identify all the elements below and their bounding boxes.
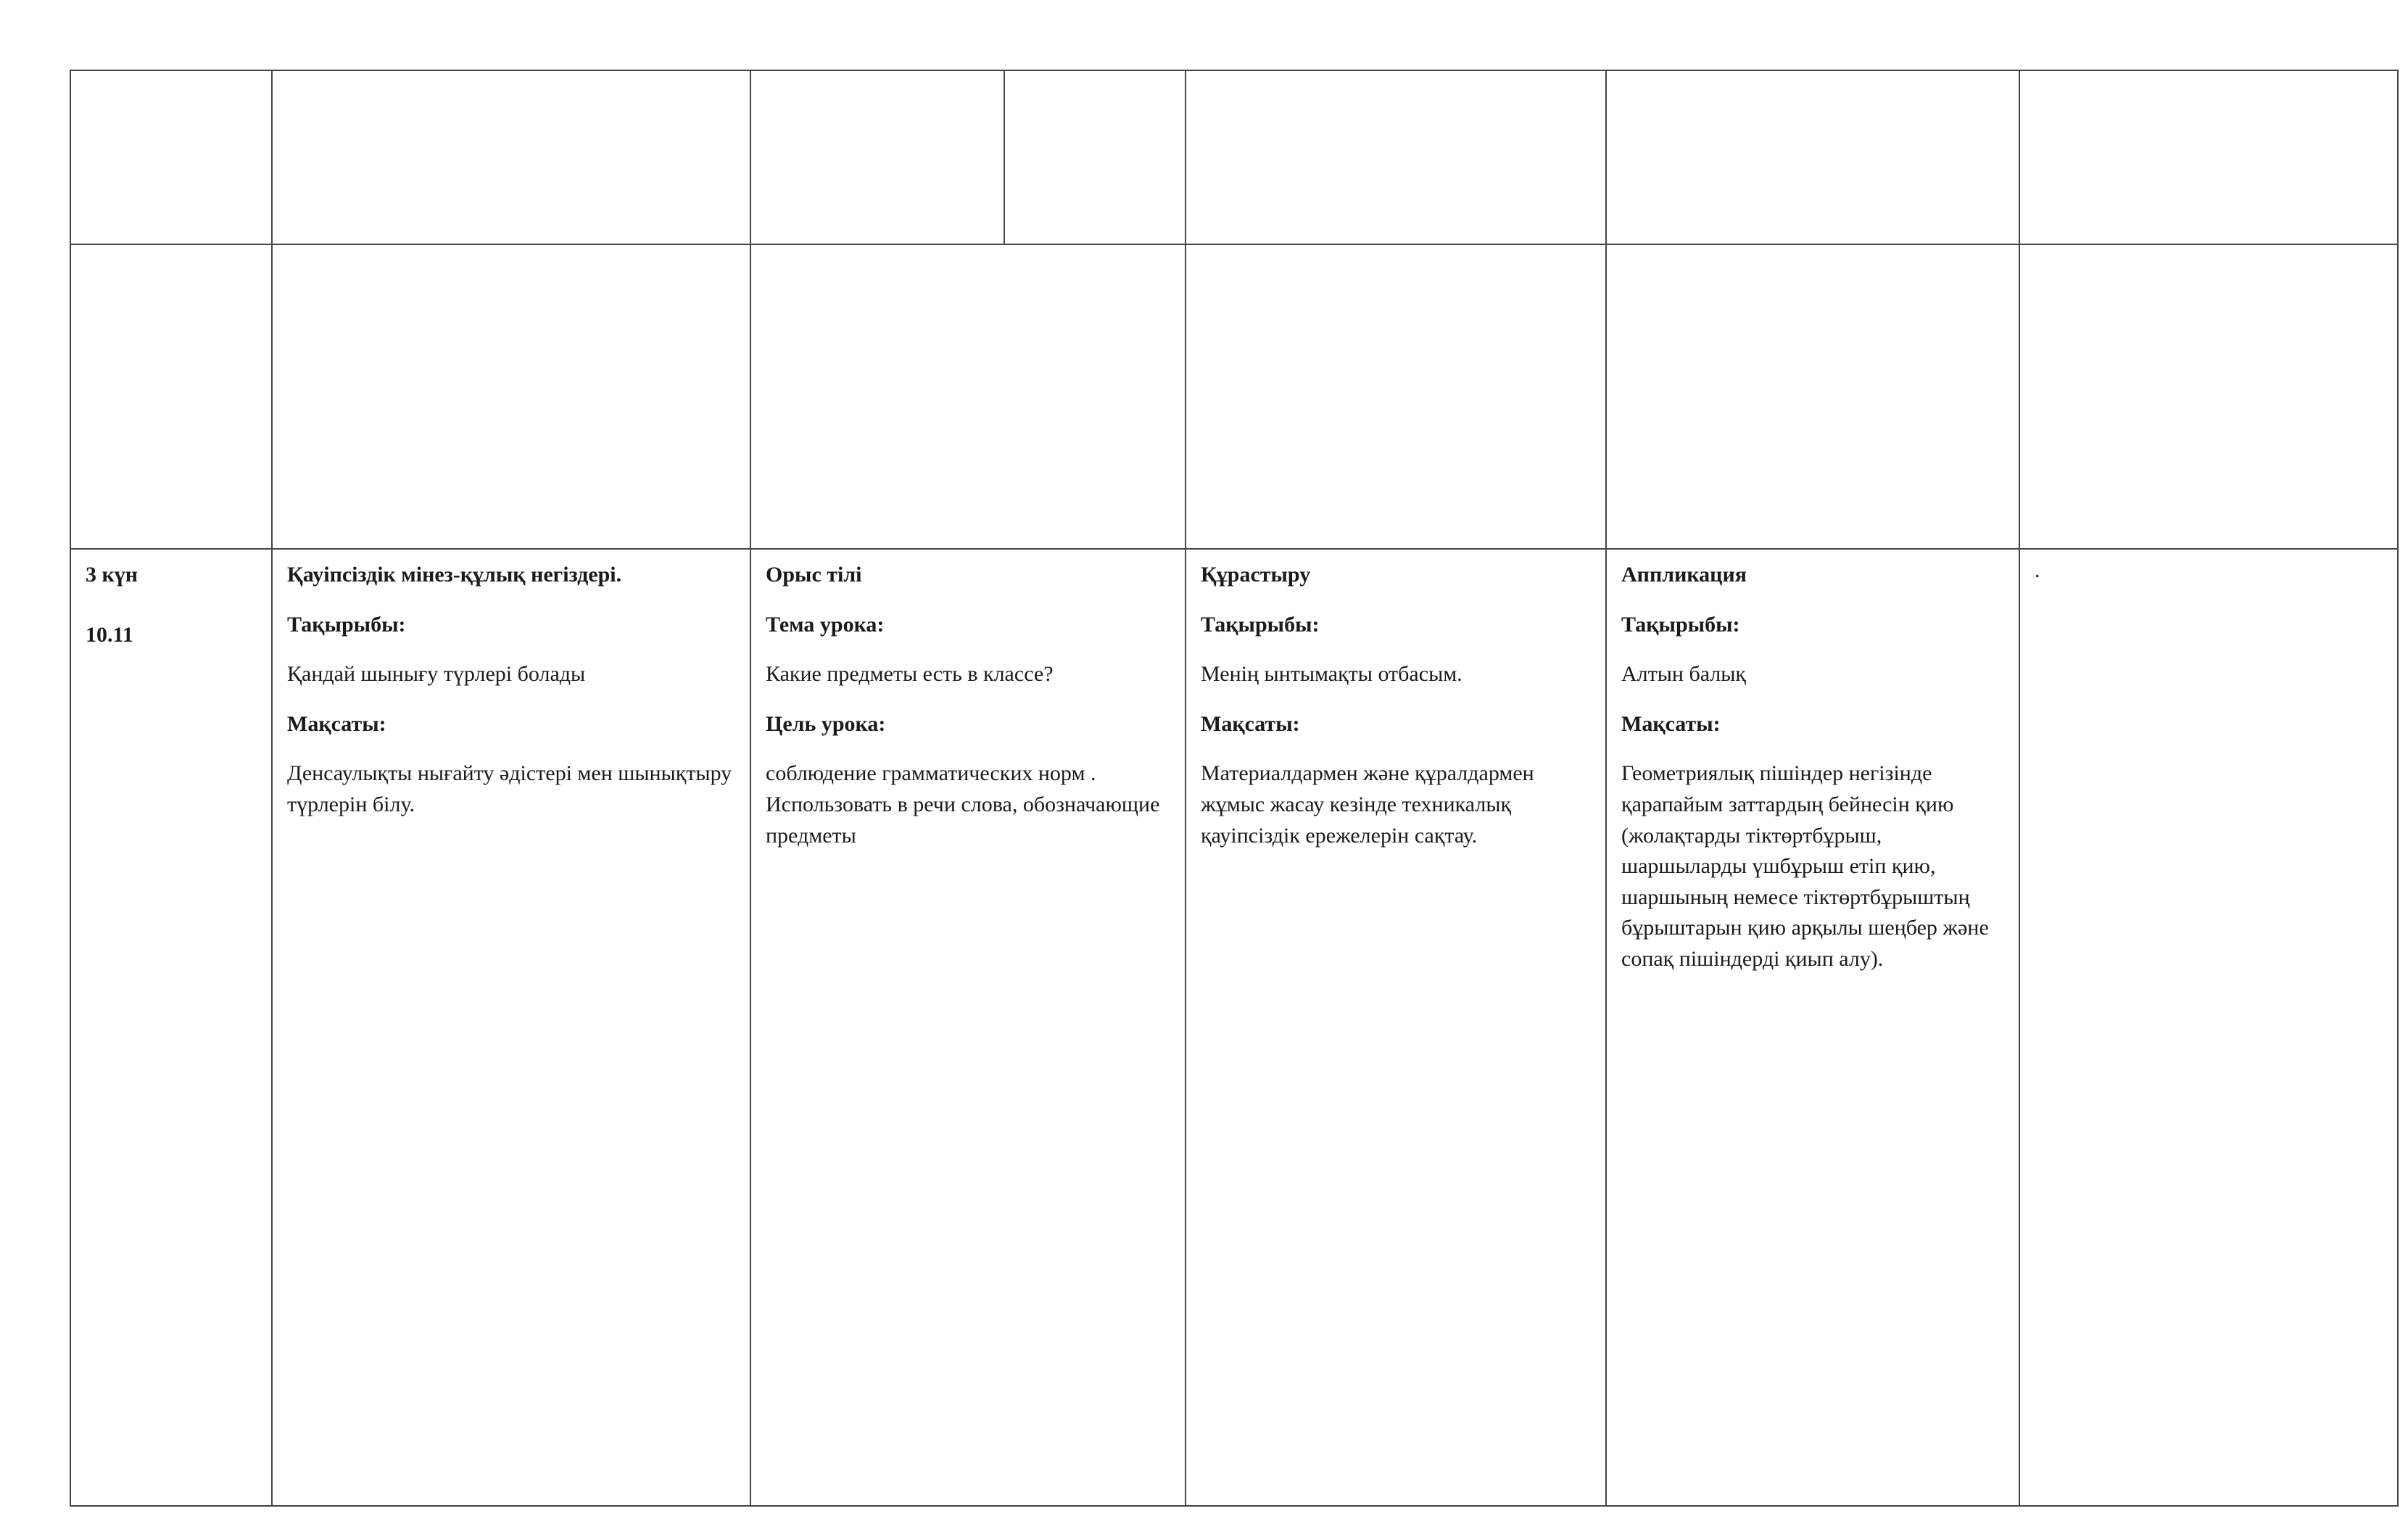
cell-empty-day-2	[70, 244, 272, 549]
application-topic-label: Тақырыбы:	[1621, 612, 1740, 637]
cell-russian	[750, 549, 1186, 1506]
cell-safety	[272, 549, 750, 1506]
safety-goal-label: Мақсаты:	[287, 711, 386, 736]
safety-goal-text: Денсаулықты нығайту әдістері мен шынықтыру түрлерін білу.	[287, 761, 732, 816]
cell-empty-last-2	[2019, 244, 2398, 549]
cell-empty-russian-merged	[750, 244, 1186, 549]
cell-empty-construct-2	[1186, 244, 1606, 549]
construct-goal-label: Мақсаты:	[1201, 711, 1300, 736]
construct-topic-text: Менің ынтымақты отбасым.	[1201, 662, 1462, 687]
cell-last	[2019, 549, 2398, 1506]
cell-application	[1606, 549, 2019, 1506]
cell-empty-russian-a	[750, 70, 1004, 244]
day-date: 10.11	[86, 622, 133, 647]
construct-subject: Құрастыру	[1201, 563, 1311, 587]
construct-goal-text: Материалдармен және құралдармен жұмыс жасау кезінде техникалық қауіпсіздік ережелерін сақтау.	[1201, 761, 1534, 848]
cell-empty-application-2	[1606, 244, 2019, 549]
application-subject: Аппликация	[1621, 563, 1747, 587]
russian-goal-label: Цель урока:	[766, 711, 886, 736]
table-row	[70, 549, 2398, 1506]
russian-subject: Орыс тілі	[766, 563, 862, 587]
cell-empty-russian-b	[1004, 70, 1186, 244]
table-row	[70, 244, 2398, 549]
safety-subject: Қауіпсіздік мінез-құлық негіздері.	[287, 563, 622, 587]
cell-empty-day	[70, 70, 272, 244]
lesson-plan-table	[70, 70, 2399, 1507]
day-label: 3 күн	[86, 563, 138, 587]
cell-empty-last	[2019, 70, 2398, 244]
russian-topic-label: Тема урока:	[766, 612, 885, 637]
application-goal-text: Геометриялық пішіндер негізінде қарапайым заттардың бейнесін қию (жолақтарды тіктөртбұрыш, шаршыларды үшбұрыш етіп қию, шаршының немесе тіктөртбұрыштың бұрыштарын қию арқылы шеңбер және сопақ пішіндерді қиып алу).	[1621, 761, 1989, 971]
construct-topic-label: Тақырыбы:	[1201, 612, 1320, 637]
table-row	[70, 70, 2398, 244]
cell-construct	[1186, 549, 1606, 1506]
safety-topic-label: Тақырыбы:	[287, 612, 406, 637]
cell-empty-safety-2	[272, 244, 750, 549]
last-cell-mark: .	[2035, 558, 2040, 582]
cell-day	[70, 549, 272, 1506]
russian-topic-text: Какие предметы есть в классе?	[766, 662, 1054, 687]
cell-empty-safety	[272, 70, 750, 244]
application-topic-text: Алтын балық	[1621, 662, 1747, 687]
russian-goal-text: соблюдение грамматических норм . Использовать в речи слова, обозначающие предметы	[766, 761, 1160, 848]
safety-topic-text: Қандай шынығу түрлері болады	[287, 662, 586, 687]
application-goal-label: Мақсаты:	[1621, 711, 1721, 736]
cell-empty-application	[1606, 70, 2019, 244]
cell-empty-construct	[1186, 70, 1606, 244]
